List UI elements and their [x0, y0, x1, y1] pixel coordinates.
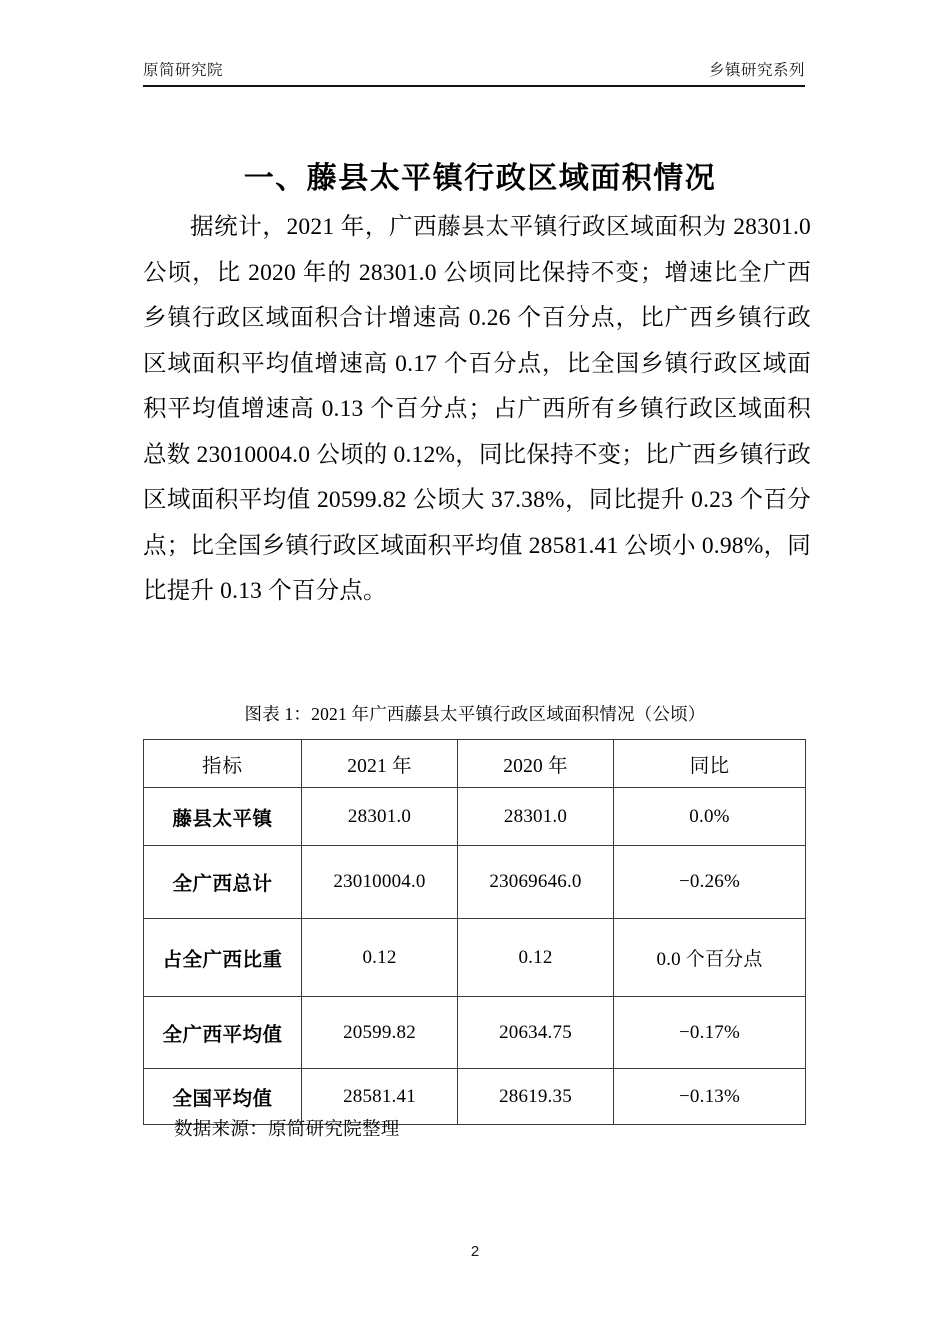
cell-2020: 28301.0: [458, 788, 614, 846]
cell-2020: 20634.75: [458, 997, 614, 1069]
column-header-2021: 2021 年: [302, 740, 458, 788]
header-right-text: 乡镇研究系列: [708, 62, 805, 79]
cell-2021: 0.12: [302, 919, 458, 997]
body-text-block: [143, 205, 811, 615]
row-label: 藤县太平镇: [144, 788, 302, 846]
header-left-text: 原简研究院: [143, 62, 224, 79]
cell-yoy: 0.0 个百分点: [614, 919, 806, 997]
section-title: 一、藤县太平镇行政区域面积情况: [243, 162, 717, 196]
cell-yoy: −0.26%: [614, 846, 806, 919]
cell-2021: 28301.0: [302, 788, 458, 846]
cell-2020: 28619.35: [458, 1069, 614, 1125]
cell-2021: 28581.41: [302, 1069, 458, 1125]
table-caption: 图表 1：2021 年广西藤县太平镇行政区域面积情况（公顷）: [244, 704, 706, 724]
table-row: [144, 846, 806, 919]
cell-2020: 0.12: [458, 919, 614, 997]
data-table-container: [143, 739, 805, 1125]
cell-2021: 20599.82: [302, 997, 458, 1069]
cell-2021: 23010004.0: [302, 846, 458, 919]
body-paragraph: 据统计，2021 年，广西藤县太平镇行政区域面积为 28301.0 公顷，比 2020 年的 28301.0 公顷同比保持不变；增速比全广西乡镇行政区域面积合计增速高 0.26 个百分点，比广西乡镇行政区域面积平均值增速高 0.17 个百分点，比全国乡镇行政区域面积平均值增速高 0.13 个百分点；占广西所有乡镇行政区域面积总数 23010004.0 公顷的 0.12%，同比保持不变；比广西乡镇行政区域面积平均值 20599.82 公顷大 37.38%，同比提升 0.23 个百分点；比全国乡镇行政区域面积平均值 28581.41 公顷小 0.98%，同比提升 0.13 个百分点。: [143, 214, 811, 604]
table-row: [144, 919, 806, 997]
table-header-row: [144, 740, 806, 788]
cell-yoy: −0.13%: [614, 1069, 806, 1125]
running-header: [143, 62, 805, 87]
data-source-note: 数据来源：原简研究院整理: [174, 1120, 400, 1140]
column-header-yoy: 同比: [614, 740, 806, 788]
cell-yoy: 0.0%: [614, 788, 806, 846]
page-number: 2: [470, 1243, 480, 1260]
row-label: 全广西总计: [144, 846, 302, 919]
column-header-2020: 2020 年: [458, 740, 614, 788]
table-row: [144, 788, 806, 846]
row-label: 全国平均值: [144, 1069, 302, 1125]
row-label: 占全广西比重: [144, 919, 302, 997]
cell-yoy: −0.17%: [614, 997, 806, 1069]
table-row: [144, 997, 806, 1069]
table-row: [144, 1069, 806, 1125]
area-statistics-table: [143, 739, 806, 1125]
column-header-indicator: 指标: [144, 740, 302, 788]
cell-2020: 23069646.0: [458, 846, 614, 919]
row-label: 全广西平均值: [144, 997, 302, 1069]
